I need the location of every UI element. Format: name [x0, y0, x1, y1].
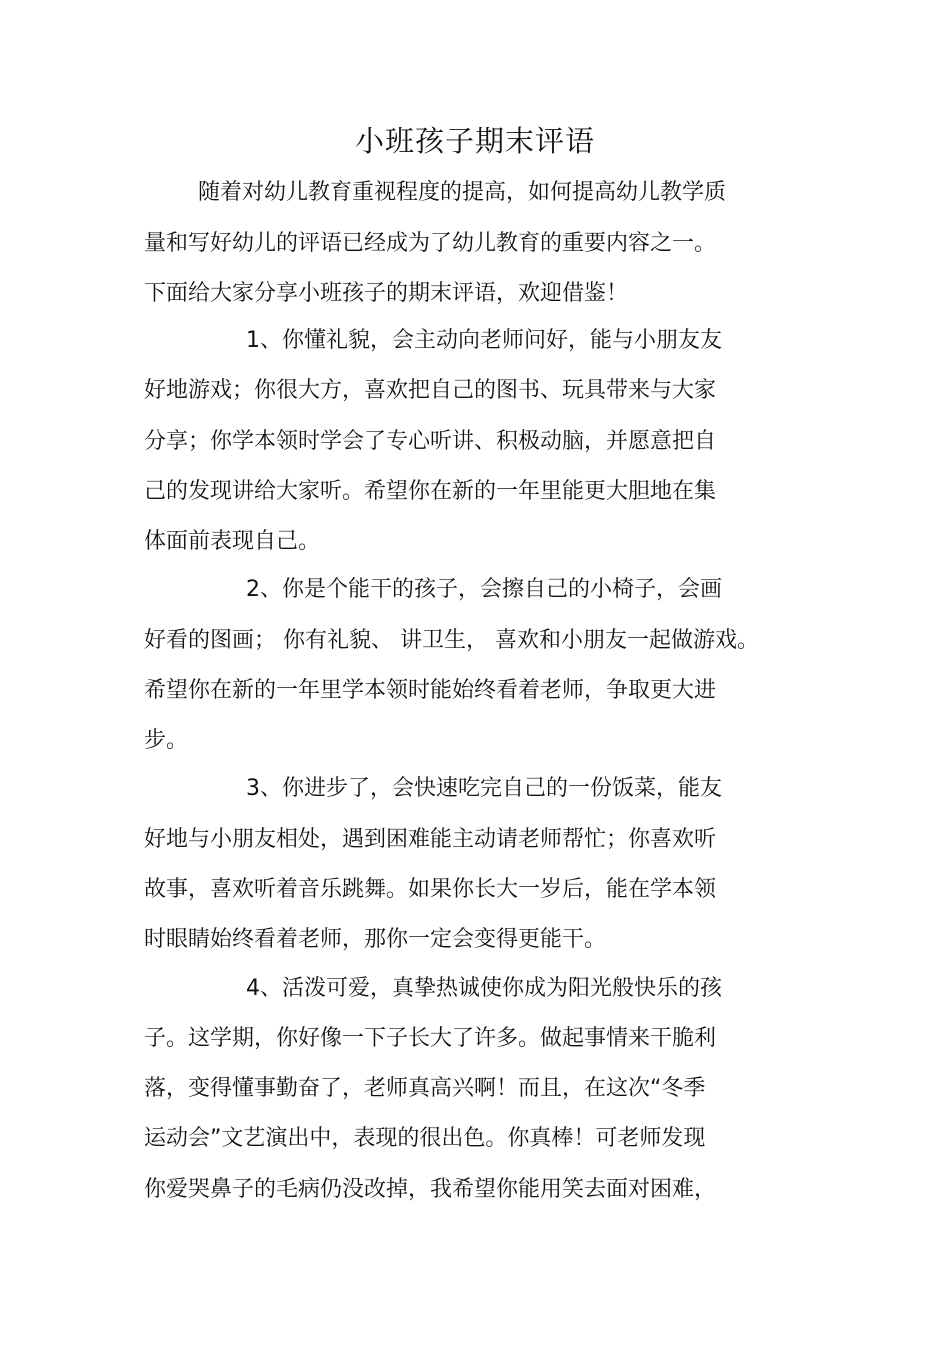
comment-4-line-2: 子。这学期，你好像一下子长大了许多。做起事情来干脆利 — [144, 1026, 717, 1051]
comment-1-line-3: 分享；你学本领时学会了专心听讲、积极动脑，并愿意把自 — [144, 429, 717, 454]
comment-4-line-5: 你爱哭鼻子的毛病仍没改掉，我希望你能用笑去面对困难， — [144, 1177, 717, 1202]
comment-1-line-5: 体面前表现自己。 — [144, 529, 321, 554]
comment-4-line-1: 4、活泼可爱，真挚热诚使你成为阳光般快乐的孩 — [246, 976, 722, 1001]
comment-2-line-3: 希望你在新的一年里学本领时能始终看着老师，争取更大进 — [144, 678, 717, 703]
intro-line-3: 下面给大家分享小班孩子的期末评语，欢迎借鉴！ — [144, 281, 629, 306]
comment-2-line-4: 步。 — [144, 728, 189, 753]
comment-1-line-4: 己的发现讲给大家听。希望你在新的一年里能更大胆地在集 — [144, 479, 717, 504]
comment-3-line-4: 时眼睛始终看着老师，那你一定会变得更能干。 — [144, 927, 607, 952]
comment-3-line-3: 故事，喜欢听着音乐跳舞。如果你长大一岁后，能在学本领 — [144, 877, 717, 902]
comment-4-line-4: 运动会”文艺演出中，表现的很出色。你真棒！可老师发现 — [144, 1126, 706, 1151]
comment-1-line-1: 1、你懂礼貌，会主动向老师问好，能与小朋友友 — [246, 328, 722, 353]
comment-3-line-2: 好地与小朋友相处，遇到困难能主动请老师帮忙；你喜欢听 — [144, 827, 717, 852]
comment-2-line-2: 好看的图画； 你有礼貌、 讲卫生， 喜欢和小朋友一起做游戏。 — [144, 628, 759, 653]
comment-4-line-3: 落，变得懂事勤奋了，老师真高兴啊！而且，在这次“冬季 — [144, 1076, 706, 1101]
document-title: 小班孩子期末评语 — [354, 124, 595, 158]
comment-2-line-1: 2、你是个能干的孩子，会擦自己的小椅子，会画 — [246, 577, 722, 602]
intro-line-2: 量和写好幼儿的评语已经成为了幼儿教育的重要内容之一。 — [144, 231, 717, 256]
intro-line-1: 随着对幼儿教育重视程度的提高，如何提高幼儿教学质 — [198, 180, 727, 205]
comment-1-line-2: 好地游戏；你很大方，喜欢把自己的图书、玩具带来与大家 — [144, 378, 717, 403]
comment-3-line-1: 3、你进步了，会快速吃完自己的一份饭菜，能友 — [246, 776, 722, 801]
